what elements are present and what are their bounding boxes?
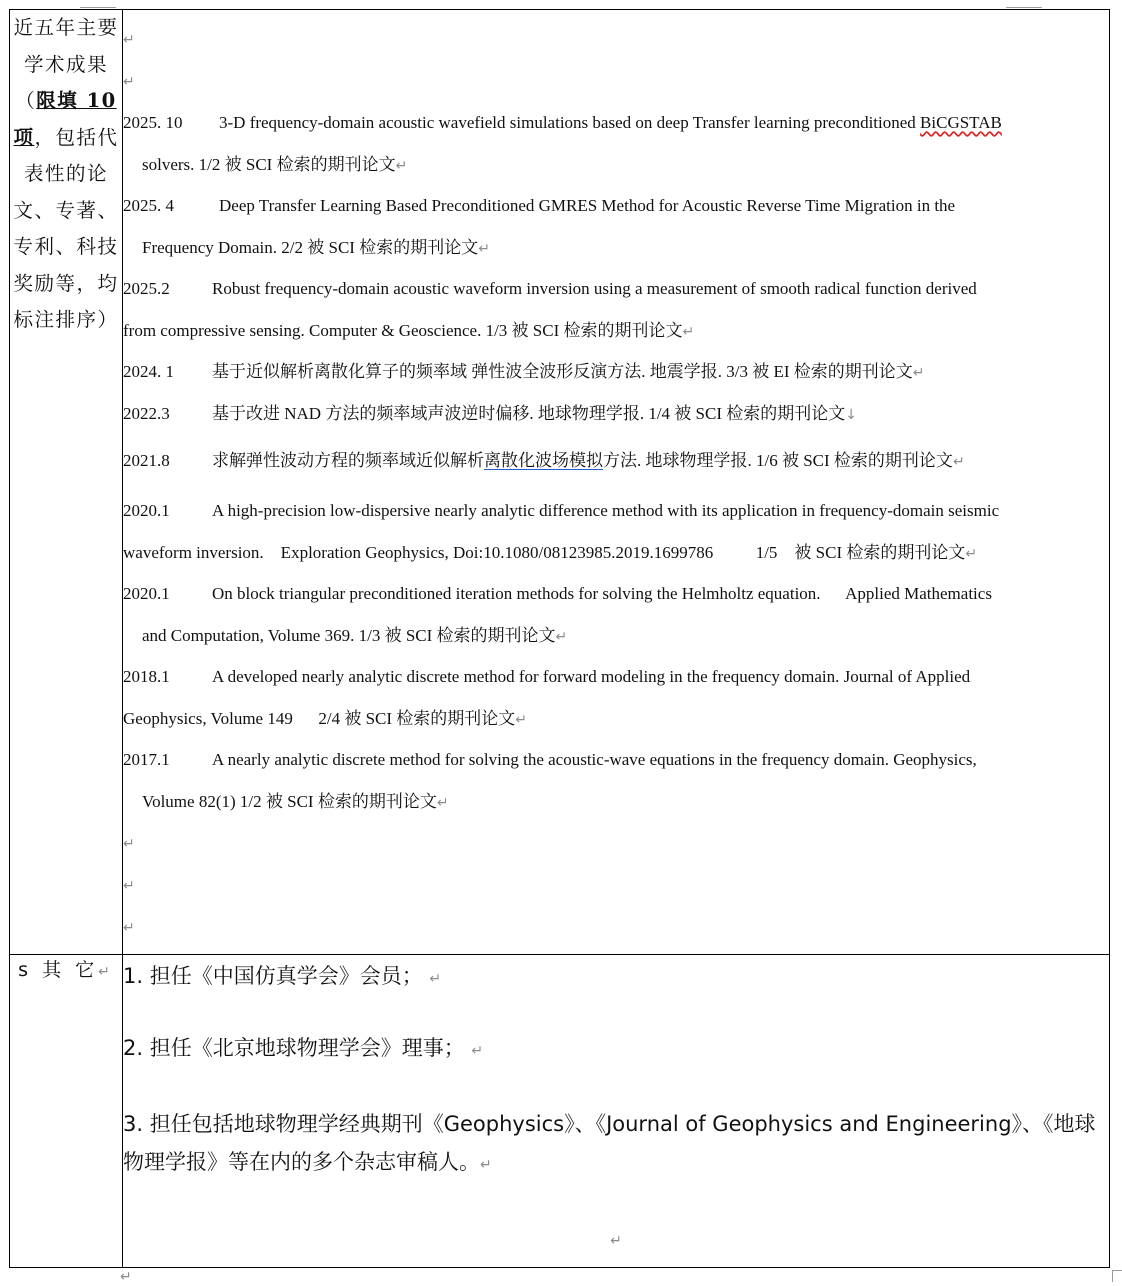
achievements-content-cell[interactable] [123, 10, 1110, 955]
crop-mark [1006, 7, 1042, 8]
publication-entry: 2020.1 On block triangular preconditioned iteration methods for solving the Helmholtz equation. Applied Mathematics and Computation, Volume 369. 1/3 被 SCI 检索的期刊论文↵ [123, 584, 992, 645]
empty-paragraph: ↵ [123, 836, 135, 852]
publication-entry: 2025. 10 3-D frequency-domain acoustic wavefield simulations based on deep Transfer learning preconditioned BiCGSTAB solvers. 1/2 被 SCI 检索的期刊论文↵ [123, 113, 1002, 174]
other-label: s 其 它↵ [18, 959, 114, 981]
spellcheck-underline: BiCGSTAB [920, 113, 1002, 132]
empty-paragraph: ↵ [123, 74, 135, 90]
achievements-row [10, 10, 1110, 955]
limit-note: 限填 10 项 [13, 89, 117, 149]
crop-mark [1112, 1270, 1113, 1282]
empty-paragraph: ↵ [123, 878, 135, 894]
achievements-label-cell [10, 10, 123, 955]
underlined-term: 离散化波场模拟 [484, 451, 603, 470]
other-label-cell [10, 955, 123, 1268]
publication-entry: 2020.1 A high-precision low-dispersive nearly analytic difference method with its application in frequency-domain seismic waveform inversion. Exploration Geophysics, Doi:10.1080/08123985.2019.1699786 1/5 被 SCI 检索的期刊论文↵ [123, 501, 1000, 562]
publication-entry: 2025. 4 Deep Transfer Learning Based Preconditioned GMRES Method for Acoustic Reverse Time Migration in the Frequency Domain. 2/2 被 SCI 检索的期刊论文↵ [123, 196, 956, 257]
crop-mark [80, 7, 116, 8]
publication-entry: 2024. 1 基于近似解析离散化算子的频率域 弹性波全波形反演方法. 地震学报. 3/3 被 EI 检索的期刊论文↵ [123, 362, 925, 381]
publication-entry: 2022.3 基于改进 NAD 方法的频率域声波逆时偏移. 地球物理学报. 1/4 被 SCI 检索的期刊论文↓ [123, 403, 857, 423]
other-row [10, 955, 1110, 1268]
publication-entry: 2025.2 Robust frequency-domain acoustic waveform inversion using a measurement of smooth radical function derived from compressive sensing. Computer & Geoscience. 1/3 被 SCI 检索的期刊论文↵ [123, 279, 977, 340]
empty-paragraph: ↵ [610, 1233, 622, 1249]
publication-entry: 2018.1 A developed nearly analytic discrete method for forward modeling in the frequency domain. Journal of Applied Geophysics, Volume 149 2/4 被 SCI 检索的期刊论文↵ [123, 667, 971, 728]
empty-paragraph: ↵ [120, 1269, 132, 1285]
other-item: 2. 担任《北京地球物理学会》理事； ↵ [123, 1036, 484, 1060]
achievements-label: 近五年主要学术成果（限填 10 项，包括代表性的论文、专著、专利、科技奖励等，均标注排序） [13, 16, 119, 331]
empty-paragraph: ↵ [123, 920, 135, 936]
publication-entry: 2021.8 求解弹性波动方程的频率域近似解析离散化波场模拟方法. 地球物理学报. 1/6 被 SCI 检索的期刊论文↵ [123, 451, 965, 470]
crop-mark [1112, 1270, 1122, 1271]
other-item: 3. 担任包括地球物理学经典期刊《Geophysics》、《Journal of Geophysics and Engineering》、《地球物理学报》等在内的多个杂志审稿人。↵ [123, 1112, 1096, 1174]
form-table [9, 9, 1110, 1268]
other-item: 1. 担任《中国仿真学会》会员； ↵ [123, 964, 442, 988]
other-content-cell[interactable] [123, 955, 1110, 1268]
empty-paragraph: ↵ [123, 32, 135, 48]
publication-entry: 2017.1 A nearly analytic discrete method for solving the acoustic-wave equations in the frequency domain. Geophysics, Volume 82(1) 1/2 被 SCI 检索的期刊论文↵ [123, 750, 977, 811]
